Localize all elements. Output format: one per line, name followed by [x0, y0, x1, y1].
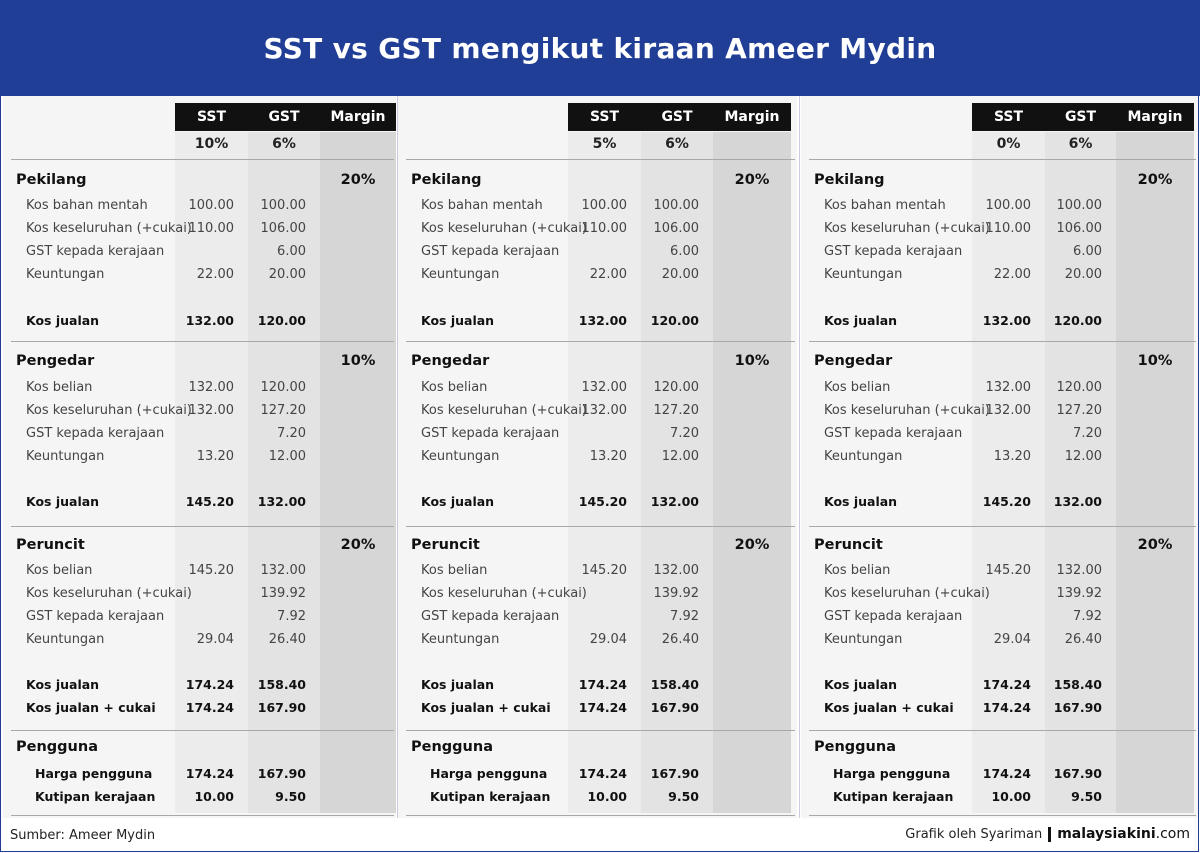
gst-value: 132.00	[650, 494, 699, 509]
section-title-pengedar: Pengedar	[814, 353, 893, 369]
gst-value: 132.00	[260, 563, 306, 578]
row-label: Kos keseluruhan (+cukai)	[421, 221, 587, 236]
sst-rate: 0%	[996, 136, 1021, 152]
sst-value: 100.00	[581, 198, 627, 213]
gst-value: 120.00	[653, 380, 699, 395]
row-label: GST kepada kerajaan	[26, 609, 165, 624]
section-title-peruncit: Peruncit	[16, 537, 85, 553]
title-banner	[0, 0, 1200, 96]
section-title-peruncit: Peruncit	[814, 537, 883, 553]
gst-value: 139.92	[1056, 586, 1102, 601]
row-label: GST kepada kerajaan	[26, 426, 165, 441]
sst-value: 13.20	[589, 449, 627, 464]
sst-value: 13.20	[196, 449, 234, 464]
row-label: Kos keseluruhan (+cukai)	[824, 221, 990, 236]
row-label: Kos jualan	[421, 313, 495, 328]
row-label: Keuntungan	[26, 632, 105, 647]
row-label: Kutipan kerajaan	[833, 789, 954, 804]
sst-value: 10.00	[991, 789, 1031, 804]
sst-value: 174.24	[982, 677, 1031, 692]
gst-value: 7.92	[670, 609, 699, 624]
row-divider	[809, 730, 1196, 731]
gst-value: 158.40	[257, 677, 306, 692]
row-label: Keuntungan	[421, 267, 500, 282]
section-title-pekilang: Pekilang	[16, 172, 87, 188]
gst-value: 127.20	[260, 403, 306, 418]
gst-header: GST	[1045, 103, 1116, 131]
row-label: Kutipan kerajaan	[430, 789, 551, 804]
sst-value: 22.00	[589, 267, 627, 282]
section-title-peruncit: Peruncit	[411, 537, 480, 553]
row-label: Kos keseluruhan (+cukai)	[421, 586, 587, 601]
sst-value: 100.00	[985, 198, 1031, 213]
row-label: Kos keseluruhan (+cukai)	[421, 403, 587, 418]
gst-value: 127.20	[1056, 403, 1102, 418]
margin-header: Margin	[713, 103, 791, 131]
gst-rate: 6%	[1068, 136, 1093, 152]
row-label: Kos jualan	[421, 494, 495, 509]
gst-value: 106.00	[1056, 221, 1102, 236]
sst-value: 29.04	[993, 632, 1031, 647]
row-label: Keuntungan	[421, 632, 500, 647]
gst-value: 20.00	[268, 267, 306, 282]
row-label: Kos jualan	[26, 313, 100, 328]
section-title-pengguna: Pengguna	[411, 739, 493, 755]
row-divider	[406, 815, 795, 816]
margin-value-pekilang: 20%	[340, 172, 376, 188]
row-divider	[809, 341, 1196, 342]
sst-header: SST	[175, 103, 248, 131]
section-title-pengguna: Pengguna	[16, 739, 98, 755]
sst-value: 145.20	[188, 563, 234, 578]
row-divider	[11, 159, 394, 160]
gst-value: 167.90	[1053, 700, 1102, 715]
row-label: Kos jualan + cukai	[824, 700, 954, 715]
row-divider	[11, 526, 394, 527]
row-divider	[406, 159, 795, 160]
sst-value: 132.00	[188, 403, 234, 418]
gst-value: 120.00	[1056, 380, 1102, 395]
row-label: Keuntungan	[421, 449, 500, 464]
section-title-pekilang: Pekilang	[814, 172, 885, 188]
row-label: GST kepada kerajaan	[824, 609, 963, 624]
sst-value: 22.00	[993, 267, 1031, 282]
gst-value: 139.92	[653, 586, 699, 601]
gst-value: 6.00	[670, 244, 699, 259]
gst-value: 7.92	[1073, 609, 1102, 624]
row-label: Kos jualan	[421, 677, 495, 692]
gst-value: 20.00	[661, 267, 699, 282]
sst-value: 174.24	[185, 677, 234, 692]
gst-value: 132.00	[1056, 563, 1102, 578]
gst-value: 132.00	[1053, 494, 1102, 509]
sst-value: 145.20	[982, 494, 1031, 509]
margin-value-peruncit: 20%	[340, 537, 376, 553]
sst-value: 22.00	[196, 267, 234, 282]
sst-value: 132.00	[581, 380, 627, 395]
sst-value: 174.24	[982, 700, 1031, 715]
gst-rate: 6%	[272, 136, 296, 152]
row-label: Kos bahan mentah	[26, 198, 148, 213]
brand-name: malaysiakini	[1057, 826, 1156, 842]
row-label: Kos keseluruhan (+cukai)	[26, 586, 192, 601]
gst-value: 120.00	[257, 313, 306, 328]
row-label: Kos jualan	[824, 313, 898, 328]
gst-value: 132.00	[257, 494, 306, 509]
gst-value: 120.00	[650, 313, 699, 328]
row-label: Kos belian	[824, 563, 891, 578]
sst-value: 10.00	[587, 789, 627, 804]
sst-header: SST	[972, 103, 1045, 131]
panel-divider	[799, 96, 800, 818]
gst-value: 6.00	[1073, 244, 1102, 259]
sst-value: 174.24	[185, 766, 234, 781]
comparison-table	[398, 96, 797, 818]
gst-value: 7.20	[1073, 426, 1102, 441]
row-label: Kos keseluruhan (+cukai)	[26, 403, 192, 418]
brand-mark-icon	[1048, 827, 1051, 842]
sst-value: 145.20	[578, 494, 627, 509]
tables-container	[0, 96, 1199, 852]
gst-value: 100.00	[653, 198, 699, 213]
row-divider	[406, 526, 795, 527]
row-label: GST kepada kerajaan	[421, 609, 560, 624]
credit-line	[905, 826, 1190, 842]
row-label: Kos jualan	[26, 494, 100, 509]
row-label: Keuntungan	[26, 267, 105, 282]
row-divider	[809, 526, 1196, 527]
sst-value: 132.00	[982, 313, 1031, 328]
gst-value: 20.00	[1064, 267, 1102, 282]
row-label: Kos belian	[421, 380, 488, 395]
row-label: Harga pengguna	[35, 766, 153, 781]
margin-value-pekilang: 20%	[1137, 172, 1173, 188]
margin-value-peruncit: 20%	[734, 537, 770, 553]
gst-value: 167.90	[1053, 766, 1102, 781]
row-label: GST kepada kerajaan	[824, 426, 963, 441]
gst-header: GST	[248, 103, 320, 131]
section-title-pengguna: Pengguna	[814, 739, 896, 755]
margin-value-pengedar: 10%	[340, 353, 376, 369]
gst-value: 9.50	[275, 789, 306, 804]
page-title: SST vs GST mengikut kiraan Ameer Mydin	[263, 31, 937, 65]
section-title-pekilang: Pekilang	[411, 172, 482, 188]
sst-value: 10.00	[194, 789, 234, 804]
sst-value: 110.00	[581, 221, 627, 236]
row-label: GST kepada kerajaan	[421, 426, 560, 441]
brand-domain: .com	[1155, 826, 1190, 842]
gst-value: 100.00	[260, 198, 306, 213]
margin-value-pengedar: 10%	[1137, 353, 1173, 369]
row-label: Kos jualan	[824, 494, 898, 509]
gst-value: 106.00	[260, 221, 306, 236]
gst-value: 132.00	[653, 563, 699, 578]
row-label: Kos belian	[421, 563, 488, 578]
row-divider	[11, 730, 394, 731]
sst-value: 132.00	[581, 403, 627, 418]
row-label: Keuntungan	[824, 632, 903, 647]
gst-value: 158.40	[1053, 677, 1102, 692]
sst-value: 132.00	[185, 313, 234, 328]
sst-value: 100.00	[188, 198, 234, 213]
sst-value: 13.20	[993, 449, 1031, 464]
gst-value: 12.00	[661, 449, 699, 464]
gst-header: GST	[641, 103, 713, 131]
comparison-table	[3, 96, 396, 818]
sst-value: 145.20	[985, 563, 1031, 578]
gst-value: 167.90	[257, 700, 306, 715]
gst-value: 12.00	[268, 449, 306, 464]
row-label: Kos jualan	[26, 677, 100, 692]
row-label: Kos bahan mentah	[421, 198, 543, 213]
row-divider	[11, 815, 394, 816]
row-label: Keuntungan	[824, 449, 903, 464]
row-label: GST kepada kerajaan	[421, 244, 560, 259]
sst-value: 174.24	[578, 700, 627, 715]
row-label: Kos jualan	[824, 677, 898, 692]
sst-value: 132.00	[985, 403, 1031, 418]
gst-value: 26.40	[1064, 632, 1102, 647]
gst-value: 12.00	[1064, 449, 1102, 464]
row-label: Kos belian	[26, 380, 93, 395]
gst-value: 127.20	[653, 403, 699, 418]
section-title-pengedar: Pengedar	[16, 353, 95, 369]
sst-rate: 10%	[194, 136, 229, 152]
gst-value: 100.00	[1056, 198, 1102, 213]
row-label: Kutipan kerajaan	[35, 789, 156, 804]
row-divider	[11, 341, 394, 342]
sst-value: 174.24	[982, 766, 1031, 781]
row-label: Kos bahan mentah	[824, 198, 946, 213]
row-divider	[406, 341, 795, 342]
row-label: Kos keseluruhan (+cukai)	[26, 221, 192, 236]
margin-header: Margin	[1116, 103, 1194, 131]
gst-value: 7.92	[277, 609, 306, 624]
margin-value-peruncit: 20%	[1137, 537, 1173, 553]
row-label: Kos keseluruhan (+cukai)	[824, 586, 990, 601]
sst-value: 174.24	[185, 700, 234, 715]
credit-text: Grafik oleh Syariman	[905, 826, 1043, 842]
source-note: Sumber: Ameer Mydin	[10, 828, 156, 843]
margin-column-bg	[320, 132, 396, 813]
sst-value: 110.00	[188, 221, 234, 236]
row-label: Harga pengguna	[430, 766, 548, 781]
row-label: Kos belian	[824, 380, 891, 395]
gst-value: 120.00	[260, 380, 306, 395]
comparison-table	[801, 96, 1198, 818]
sst-value: 29.04	[196, 632, 234, 647]
gst-value: 139.92	[260, 586, 306, 601]
sst-value: 174.24	[578, 677, 627, 692]
row-divider	[809, 815, 1196, 816]
gst-value: 167.90	[650, 766, 699, 781]
gst-value: 167.90	[257, 766, 306, 781]
sst-value: 132.00	[188, 380, 234, 395]
row-label: GST kepada kerajaan	[824, 244, 963, 259]
margin-column-bg	[713, 132, 791, 813]
sst-value: 132.00	[985, 380, 1031, 395]
gst-value: 158.40	[650, 677, 699, 692]
gst-value: 26.40	[268, 632, 306, 647]
margin-column-bg	[1116, 132, 1194, 813]
sst-value: 29.04	[589, 632, 627, 647]
row-divider	[809, 159, 1196, 160]
sst-value: 132.00	[578, 313, 627, 328]
row-label: Keuntungan	[26, 449, 105, 464]
row-label: Harga pengguna	[833, 766, 951, 781]
row-label: Kos belian	[26, 563, 93, 578]
brand-logo	[1057, 826, 1190, 842]
sst-value: 145.20	[581, 563, 627, 578]
margin-header: Margin	[320, 103, 396, 131]
sst-value: 110.00	[985, 221, 1031, 236]
row-label: Kos keseluruhan (+cukai)	[824, 403, 990, 418]
gst-value: 9.50	[1071, 789, 1102, 804]
section-title-pengedar: Pengedar	[411, 353, 490, 369]
gst-rate: 6%	[665, 136, 689, 152]
gst-value: 9.50	[668, 789, 699, 804]
gst-value: 120.00	[1053, 313, 1102, 328]
gst-value: 6.00	[277, 244, 306, 259]
gst-value: 7.20	[670, 426, 699, 441]
row-label: Kos jualan + cukai	[26, 700, 156, 715]
row-label: Kos jualan + cukai	[421, 700, 551, 715]
row-divider	[406, 730, 795, 731]
gst-value: 106.00	[653, 221, 699, 236]
row-label: Keuntungan	[824, 267, 903, 282]
gst-value: 7.20	[277, 426, 306, 441]
margin-value-pekilang: 20%	[734, 172, 770, 188]
sst-value: 145.20	[185, 494, 234, 509]
margin-value-pengedar: 10%	[734, 353, 770, 369]
gst-value: 26.40	[661, 632, 699, 647]
sst-rate: 5%	[592, 136, 617, 152]
row-label: GST kepada kerajaan	[26, 244, 165, 259]
gst-value: 167.90	[650, 700, 699, 715]
sst-value: 174.24	[578, 766, 627, 781]
sst-header: SST	[568, 103, 641, 131]
